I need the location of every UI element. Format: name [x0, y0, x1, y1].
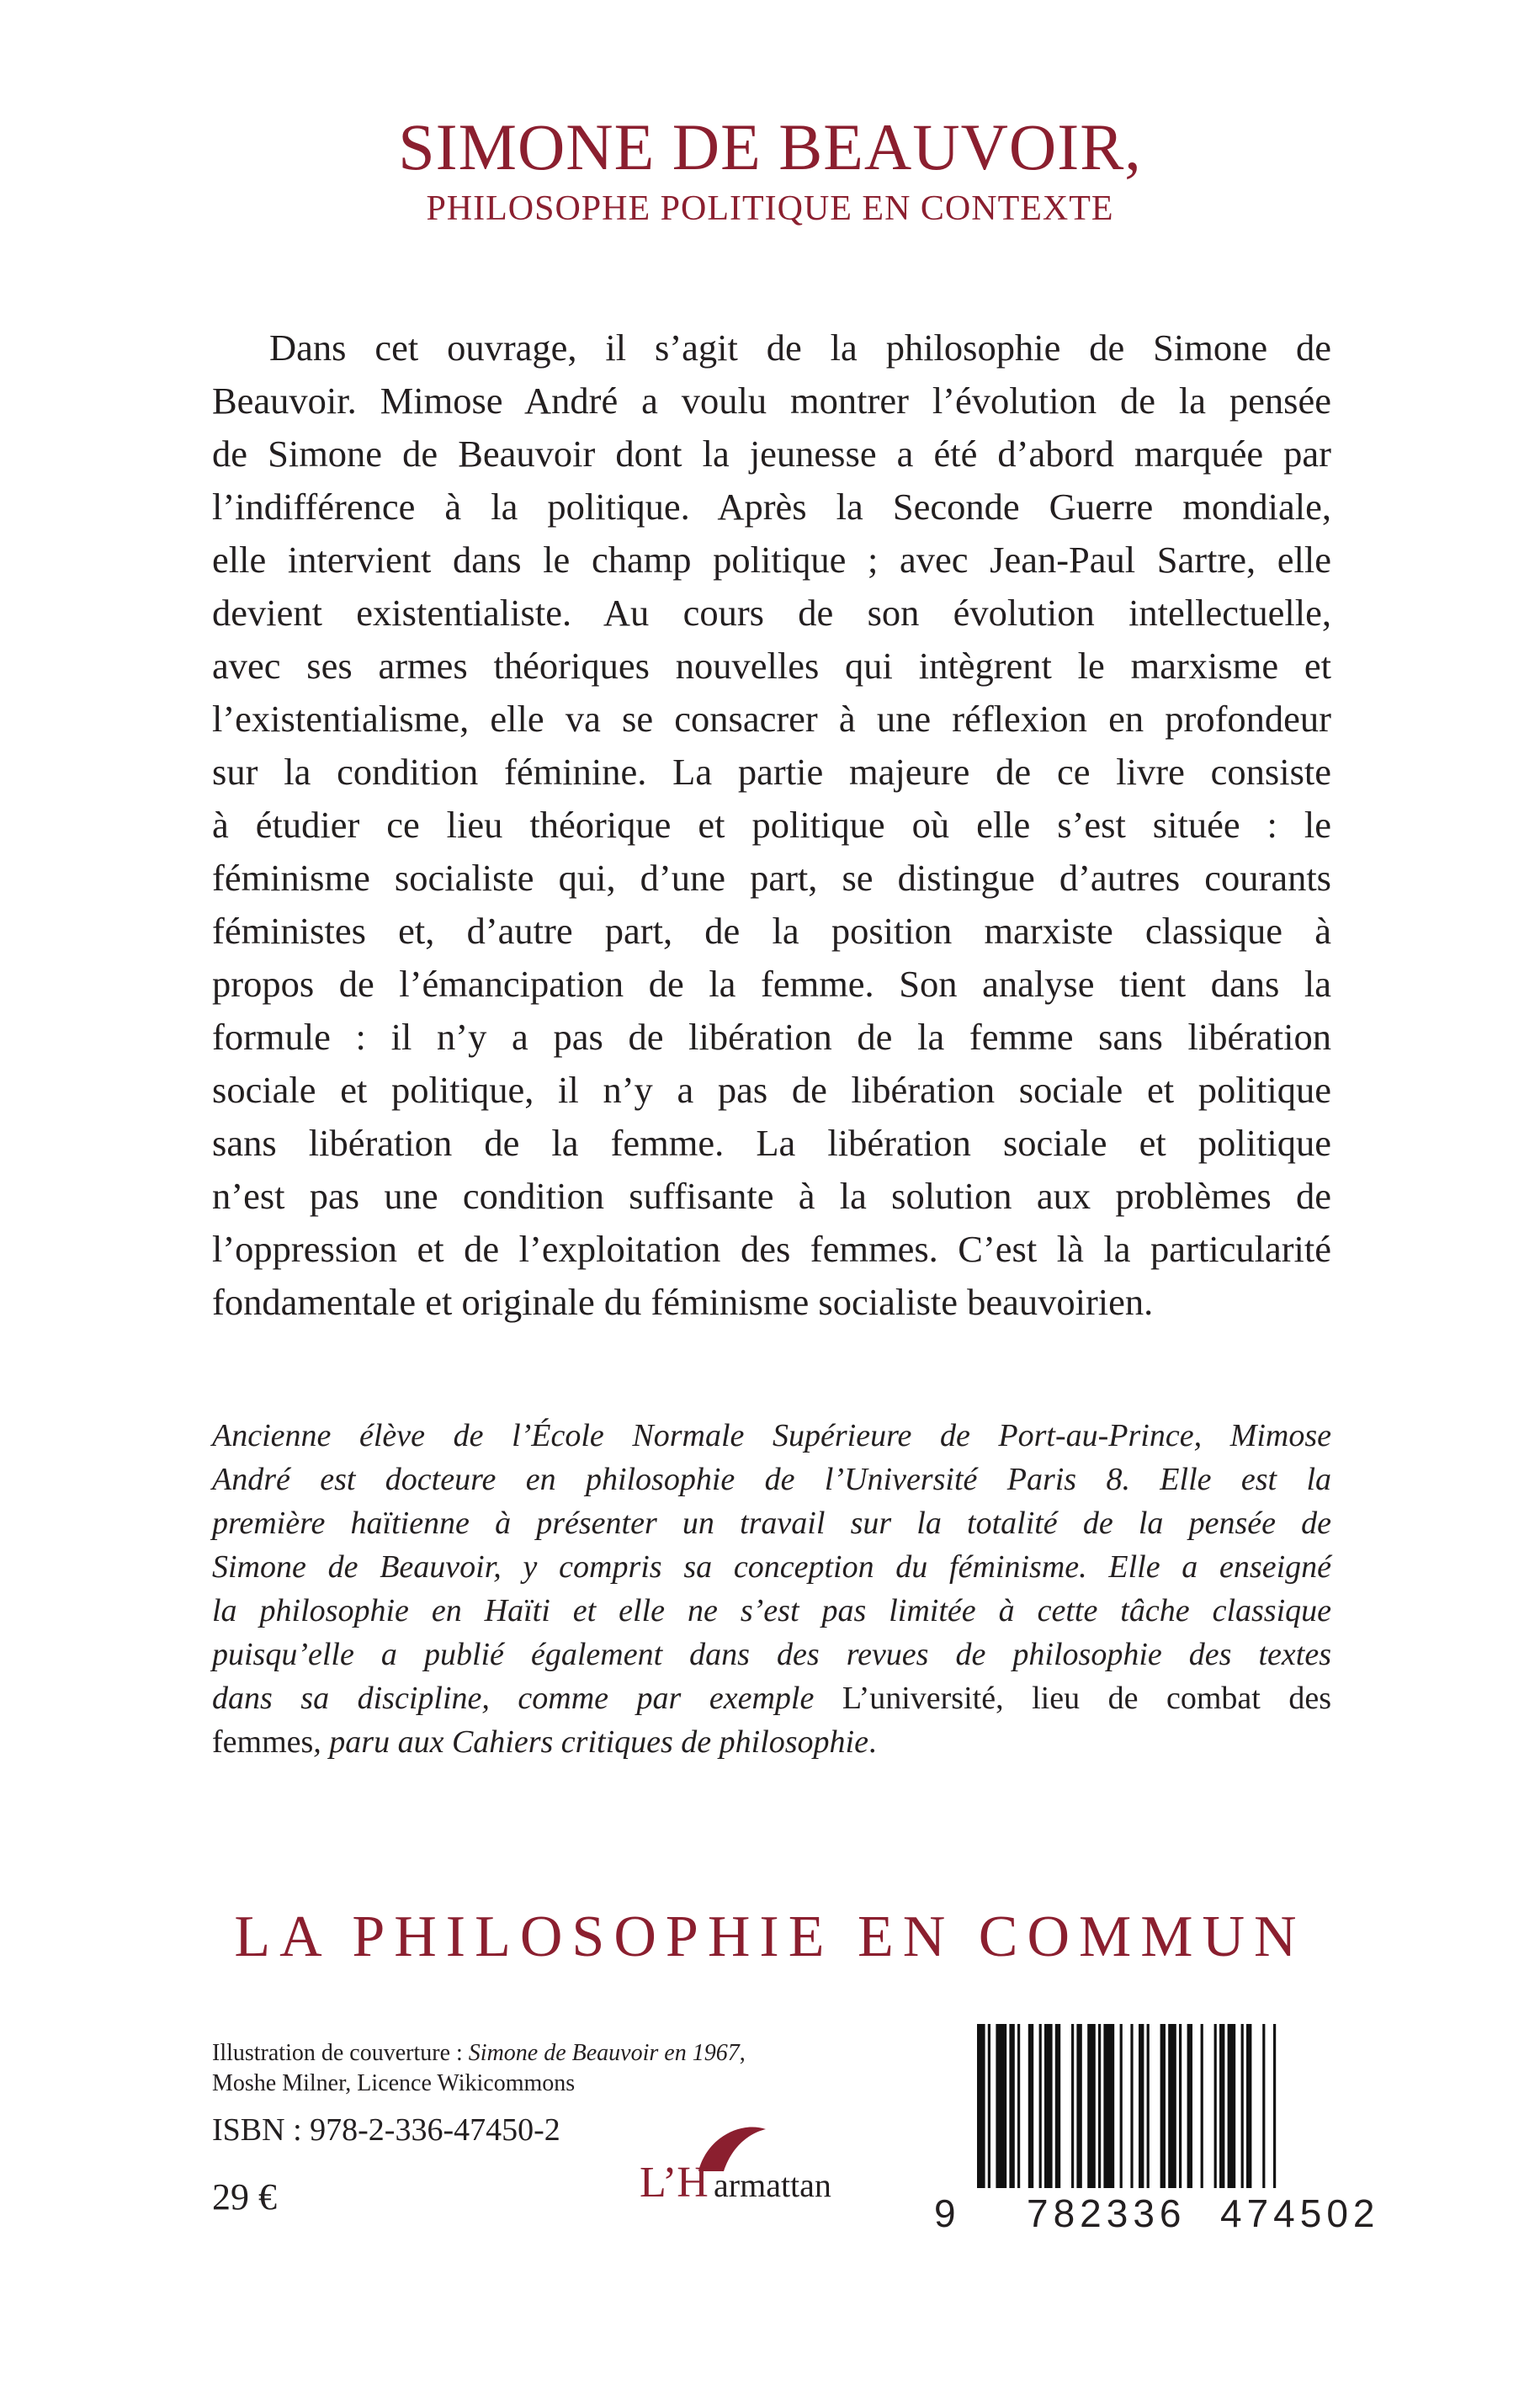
summary-line: féminisme socialiste qui, d’une part, se distingue d’autres courants — [212, 857, 1331, 899]
summary-line: fondamentale et originale du féminisme socialiste beauvoirien. — [212, 1281, 1154, 1323]
barcode-bar — [1246, 2024, 1251, 2188]
bio-line: Ancienne élève de l’École Normale Supérieure de Port-au-Prince, Mimose — [212, 1418, 1331, 1453]
bio-italic-text: , paru aux Cahiers critiques de philosophie — [313, 1724, 868, 1760]
collection-name: LA PHILOSOPHIE EN COMMUN — [234, 1904, 1306, 1969]
isbn: ISBN : 978-2-336-47450-2 — [212, 2112, 560, 2148]
barcode-bar — [1120, 2024, 1123, 2188]
barcode-left-digits: 782336 — [1027, 2191, 1187, 2235]
bio-line: André est docteure en philosophie de l’Université Paris 8. Elle est la — [212, 1462, 1331, 1497]
summary-line: féministes et, d’autre part, de la position marxiste classique à — [212, 910, 1331, 952]
barcode-bar — [1160, 2024, 1166, 2188]
credit-line2: Moshe Milner, Licence Wikicommons — [212, 2070, 576, 2096]
barcode-bars-icon — [972, 2024, 1376, 2192]
barcode-bar — [1017, 2024, 1020, 2188]
barcode-digits — [934, 2188, 1389, 2239]
svg-text:armattan: armattan — [714, 2166, 831, 2204]
barcode-bar — [1168, 2024, 1176, 2188]
summary-line: sociale et politique, il n’y a pas de libération sociale et politique — [212, 1069, 1331, 1111]
barcode-bar — [1241, 2024, 1244, 2188]
barcode-bar — [1179, 2024, 1182, 2188]
barcode-bar — [1214, 2024, 1217, 2188]
price: 29 € — [212, 2176, 277, 2218]
cover-credit — [212, 2038, 885, 2099]
barcode-bar — [1219, 2024, 1224, 2188]
barcode-bar — [1130, 2024, 1133, 2188]
barcode-bar — [1201, 2024, 1203, 2188]
barcode-bar — [1039, 2024, 1042, 2188]
bio-italic-text: dans sa discipline, comme par exemple — [212, 1681, 842, 1716]
publisher-logo — [640, 2112, 892, 2213]
barcode-bar — [1139, 2024, 1144, 2188]
book-title: SIMONE DE BEAUVOIR, — [398, 110, 1142, 183]
bio-period: . — [868, 1724, 877, 1760]
summary-line: sur la condition féminine. La partie majeure de ce livre consiste — [212, 751, 1331, 793]
credit-suffix: , — [739, 2040, 746, 2066]
barcode-first-digit: 9 — [934, 2191, 956, 2235]
summary-line: à étudier ce lieu théorique et politique où elle s’est située : le — [212, 804, 1331, 846]
bio-line: Simone de Beauvoir, y compris sa conception du féminisme. Elle a enseigné — [212, 1549, 1331, 1585]
barcode-bar — [1147, 2024, 1150, 2188]
barcode-bar — [996, 2024, 1006, 2188]
summary-line: l’existentialisme, elle va se consacrer à une réflexion en profondeur — [212, 698, 1331, 740]
summary-line: propos de l’émancipation de la femme. Son analyse tient dans la — [212, 963, 1331, 1005]
barcode-bar — [1228, 2024, 1236, 2188]
barcode-bar — [1071, 2024, 1074, 2188]
summary-line: elle intervient dans le champ politique ; avec Jean-Paul Sartre, elle — [212, 539, 1331, 581]
summary-line: Dans cet ouvrage, il s’agit de la philosophie de Simone de — [269, 327, 1331, 369]
barcode-right-digits: 474502 — [1220, 2191, 1380, 2235]
barcode-bar — [1103, 2024, 1114, 2188]
barcode-bar — [1098, 2024, 1101, 2188]
barcode-bar — [988, 2024, 990, 2188]
barcode-bar — [1076, 2024, 1081, 2188]
summary-line: l’oppression et de l’exploitation des femmes. C’est là la particularité — [212, 1228, 1331, 1270]
barcode-bar — [977, 2024, 985, 2188]
summary-text — [212, 321, 1331, 1329]
barcode-bar — [1273, 2024, 1276, 2188]
summary-line: formule : il n’y a pas de libération de la femme sans libération — [212, 1016, 1331, 1058]
credit-work: Simone de Beauvoir en 1967 — [468, 2040, 740, 2066]
svg-text:L’H: L’H — [640, 2159, 709, 2207]
harmattan-logo-icon — [640, 2112, 892, 2213]
summary-line: l’indifférence à la politique. Après la Seconde Guerre mondiale, — [212, 486, 1331, 528]
summary-line: de Simone de Beauvoir dont la jeunesse a été d’abord marquée par — [212, 433, 1331, 475]
book-subtitle: PHILOSOPHE POLITIQUE EN CONTEXTE — [426, 189, 1114, 228]
author-bio — [212, 1414, 1331, 1764]
barcode-bar — [1055, 2024, 1060, 2188]
bio-article-title-end: femmes — [212, 1724, 314, 1760]
bio-article-title: L’université, lieu de combat des — [842, 1681, 1332, 1716]
summary-line: devient existentialiste. Au cours de son évolution intellectuelle, — [212, 592, 1331, 634]
barcode-bar — [1087, 2024, 1096, 2188]
barcode-bar — [1009, 2024, 1014, 2188]
bio-line — [212, 1676, 1331, 1720]
summary-line: Beauvoir. Mimose André a voulu montrer l’évolution de la pensée — [212, 380, 1331, 422]
barcode-bar — [1028, 2024, 1033, 2188]
bio-line: puisqu’elle a publié également dans des revues de philosophie des textes — [212, 1637, 1331, 1672]
barcode-bar — [1044, 2024, 1053, 2188]
barcode-bar — [1262, 2024, 1265, 2188]
summary-line: avec ses armes théoriques nouvelles qui intègrent le marxisme et — [212, 645, 1331, 687]
credit-prefix: Illustration de couverture : — [212, 2040, 469, 2066]
bio-line — [212, 1720, 1331, 1764]
summary-line: sans libération de la femme. La libération sociale et politique — [212, 1122, 1331, 1164]
bio-line: la philosophie en Haïti et elle ne s’est pas limitée à cette tâche classique — [212, 1593, 1331, 1628]
bio-line: première haïtienne à présenter un travail sur la totalité de la pensée de — [212, 1506, 1331, 1541]
barcode-bar — [1187, 2024, 1192, 2188]
summary-line: n’est pas une condition suffisante à la solution aux problèmes de — [212, 1175, 1331, 1217]
